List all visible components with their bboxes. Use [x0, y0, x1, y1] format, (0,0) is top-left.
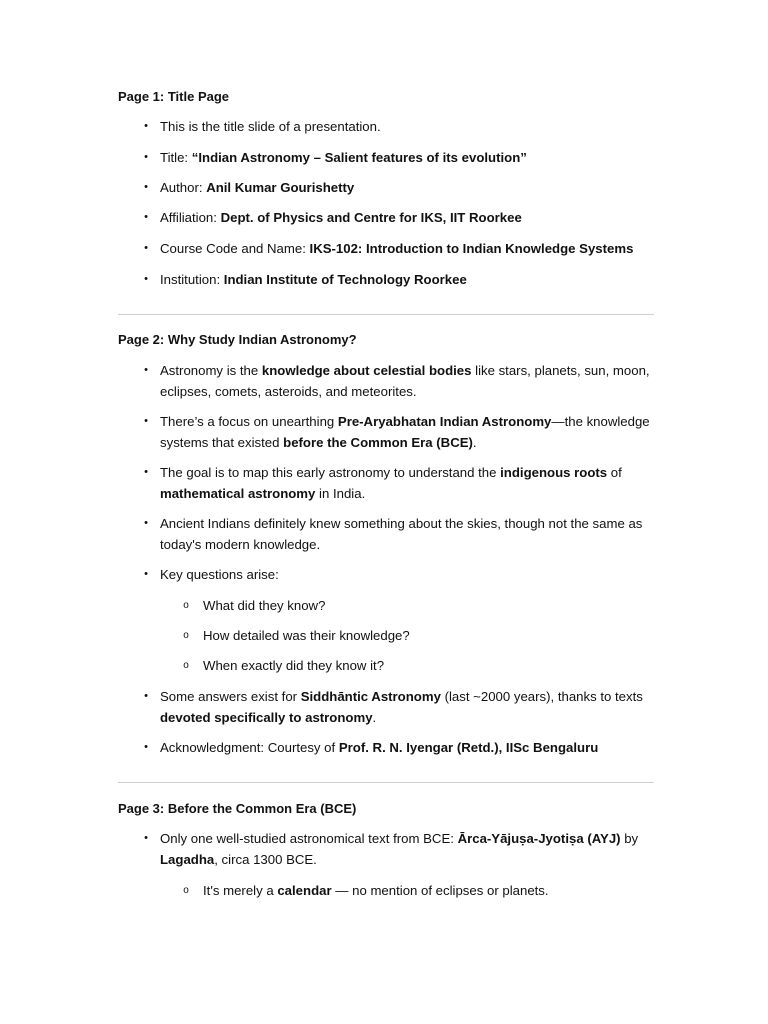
- bullet-icon: •: [144, 151, 148, 163]
- bullet-icon: •: [144, 568, 148, 580]
- list-item: There’s a focus on unearthing Pre-Aryabhatan Indian Astronomy—the knowledge systems that existed before the Common Era (BCE).: [160, 414, 650, 450]
- bullet-icon: •: [144, 273, 148, 285]
- bullet-icon: •: [144, 415, 148, 427]
- section-heading: Page 2: Why Study Indian Astronomy?: [118, 332, 357, 347]
- sub-list-item: How detailed was their knowledge?: [203, 628, 410, 643]
- list-item: Key questions arise:: [160, 567, 279, 582]
- bullet-icon: •: [144, 120, 148, 132]
- bullet-icon: •: [144, 211, 148, 223]
- list-item: Author: Anil Kumar Gourishetty: [160, 180, 355, 195]
- list-item: Only one well-studied astronomical text from BCE: Ārca-Yājuṣa-Jyotiṣa (AYJ) by Lagadha, circa 1300 BCE.: [160, 831, 639, 867]
- bullet-icon: •: [144, 181, 148, 193]
- section-divider: [118, 314, 654, 315]
- sub-list-item: When exactly did they know it?: [203, 658, 385, 673]
- bullet-icon: •: [144, 466, 148, 478]
- list-item: Ancient Indians definitely knew something about the skies, though not the same as today's modern knowledge.: [160, 516, 643, 552]
- sub-bullet-icon: o: [183, 630, 189, 641]
- bullet-icon: •: [144, 832, 148, 844]
- section-divider: [118, 782, 654, 783]
- list-item: Astronomy is the knowledge about celestial bodies like stars, planets, sun, moon, eclipses, comets, asteroids, and meteorites.: [160, 363, 650, 399]
- list-item: Institution: Indian Institute of Technology Roorkee: [160, 272, 467, 287]
- section-heading: Page 1: Title Page: [118, 89, 230, 104]
- bullet-icon: •: [144, 242, 148, 254]
- bullet-icon: •: [144, 690, 148, 702]
- bullet-icon: •: [144, 741, 148, 753]
- sub-list-item: What did they know?: [203, 598, 326, 613]
- sub-bullet-icon: o: [183, 660, 189, 671]
- bullet-icon: •: [144, 517, 148, 529]
- sub-list-item: It's merely a calendar — no mention of eclipses or planets.: [203, 883, 549, 898]
- list-item: Title: “Indian Astronomy – Salient features of its evolution”: [160, 150, 527, 165]
- section-heading: Page 3: Before the Common Era (BCE): [118, 801, 357, 816]
- bullet-icon: •: [144, 364, 148, 376]
- list-item: The goal is to map this early astronomy to understand the indigenous roots of mathematical astronomy in India.: [160, 465, 622, 501]
- list-item: This is the title slide of a presentation.: [160, 119, 381, 134]
- list-item: Some answers exist for Siddhāntic Astronomy (last ~2000 years), thanks to texts devoted specifically to astronomy.: [160, 689, 643, 725]
- list-item: Course Code and Name: IKS-102: Introduction to Indian Knowledge Systems: [160, 241, 634, 256]
- sub-bullet-icon: o: [183, 885, 189, 896]
- sub-bullet-icon: o: [183, 600, 189, 611]
- list-item: Acknowledgment: Courtesy of Prof. R. N. Iyengar (Retd.), IISc Bengaluru: [160, 740, 599, 755]
- list-item: Affiliation: Dept. of Physics and Centre for IKS, IIT Roorkee: [160, 210, 522, 225]
